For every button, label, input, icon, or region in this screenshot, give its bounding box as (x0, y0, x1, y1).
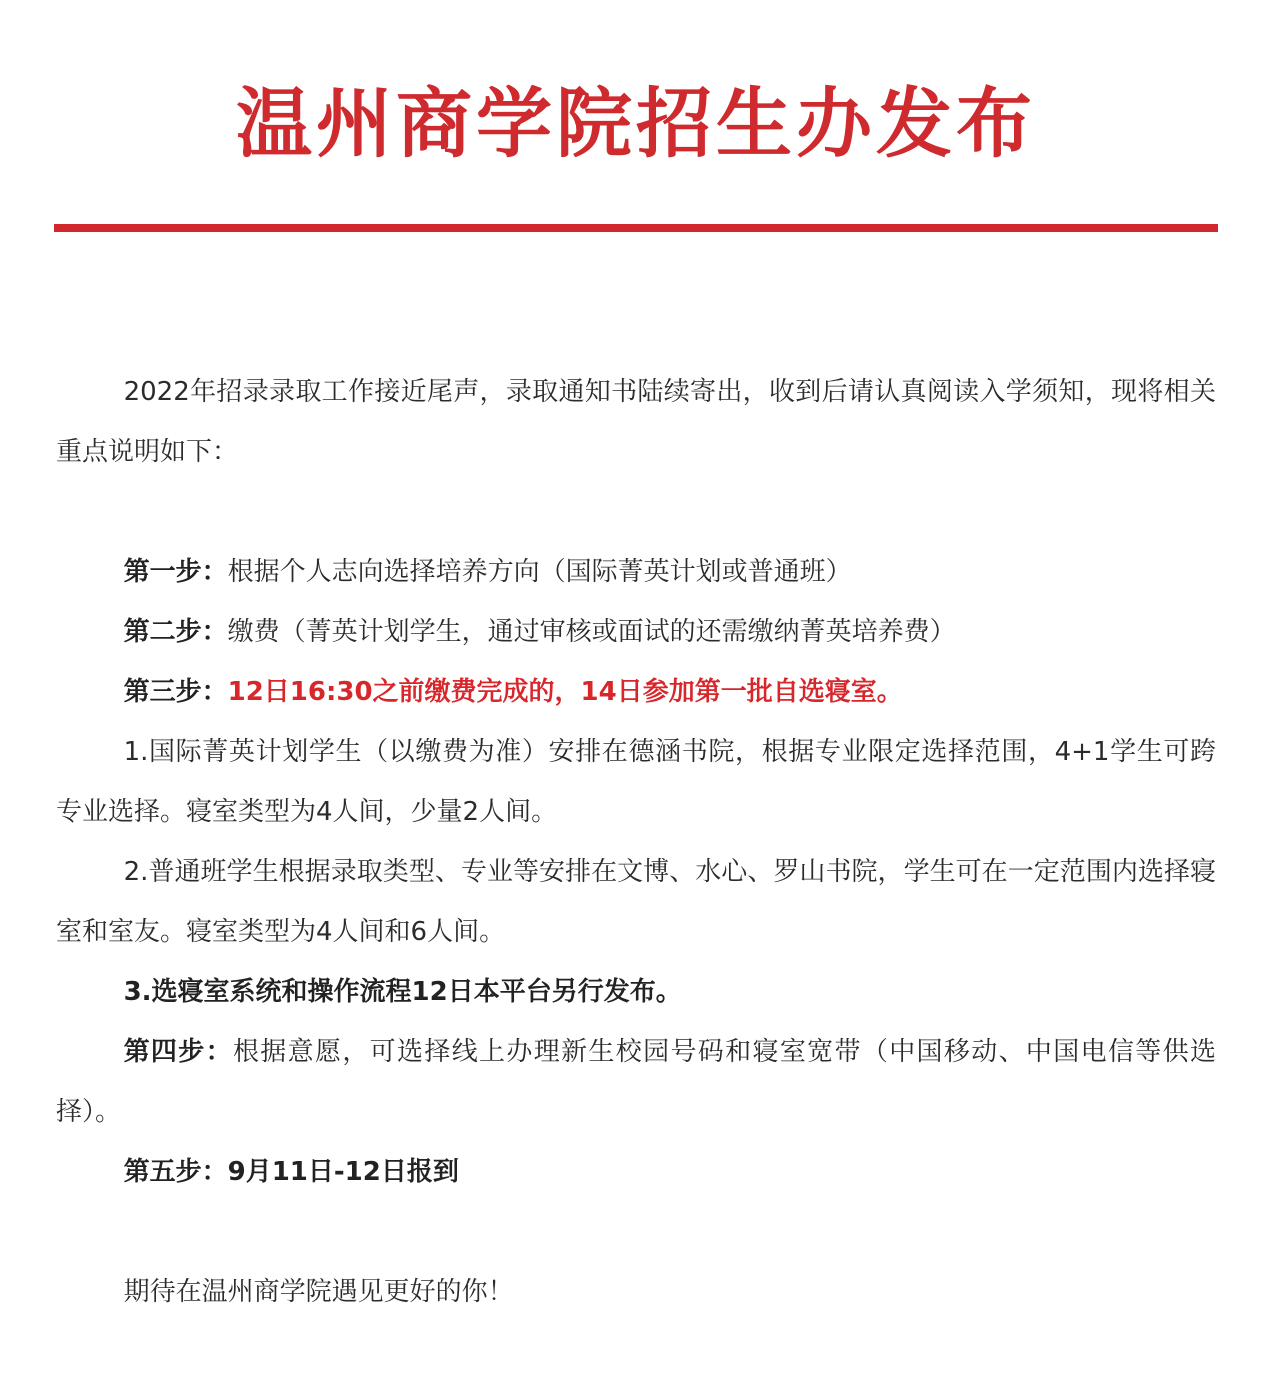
step-1 (56, 542, 1216, 602)
step-3-item-1: 1.国际菁英计划学生（以缴费为准）安排在德涵书院，根据专业限定选择范围，4+1学生可跨专业选择。寝室类型为4人间，少量2人间。 (56, 737, 1216, 827)
step-5-text: 9月11日-12日报到 (227, 1157, 459, 1187)
notice-body (56, 362, 1216, 1322)
step-5 (56, 1142, 1216, 1202)
step-2 (56, 602, 1216, 662)
closing-paragraph: 期待在温州商学院遇见更好的你！ (123, 1277, 514, 1307)
step-1-text: 根据个人志向选择培养方向（国际菁英计划或普通班） (227, 557, 852, 587)
step-3-item-2: 2.普通班学生根据录取类型、专业等安排在文博、水心、罗山书院，学生可在一定范围内选择寝室和室友。寝室类型为4人间和6人间。 (56, 857, 1216, 947)
step-4 (56, 1022, 1216, 1142)
step-3-item-3: 3.选寝室系统和操作流程12日本平台另行发布。 (123, 977, 682, 1007)
step-3-label: 第三步： (123, 677, 228, 707)
step-2-label: 第二步： (123, 617, 228, 647)
step-1-label: 第一步： (123, 557, 228, 587)
step-3-text: 12日16:30之前缴费完成的，14日参加第一批自选寝室。 (227, 677, 903, 707)
step-2-text: 缴费（菁英计划学生，通过审核或面试的还需缴纳菁英培养费） (227, 617, 956, 647)
step-4-text: 根据意愿，可选择线上办理新生校园号码和寝室宽带（中国移动、中国电信等供选择）。 (56, 1037, 1216, 1127)
intro-paragraph: 2022年招录录取工作接近尾声，录取通知书陆续寄出，收到后请认真阅读入学须知，现将相关重点说明如下： (56, 377, 1216, 467)
step-3 (56, 662, 1216, 722)
step-5-label: 第五步： (123, 1157, 228, 1187)
title-divider (54, 224, 1218, 232)
step-4-label: 第四步： (123, 1037, 233, 1067)
page-title: 温州商学院招生办发布 (236, 79, 1036, 168)
